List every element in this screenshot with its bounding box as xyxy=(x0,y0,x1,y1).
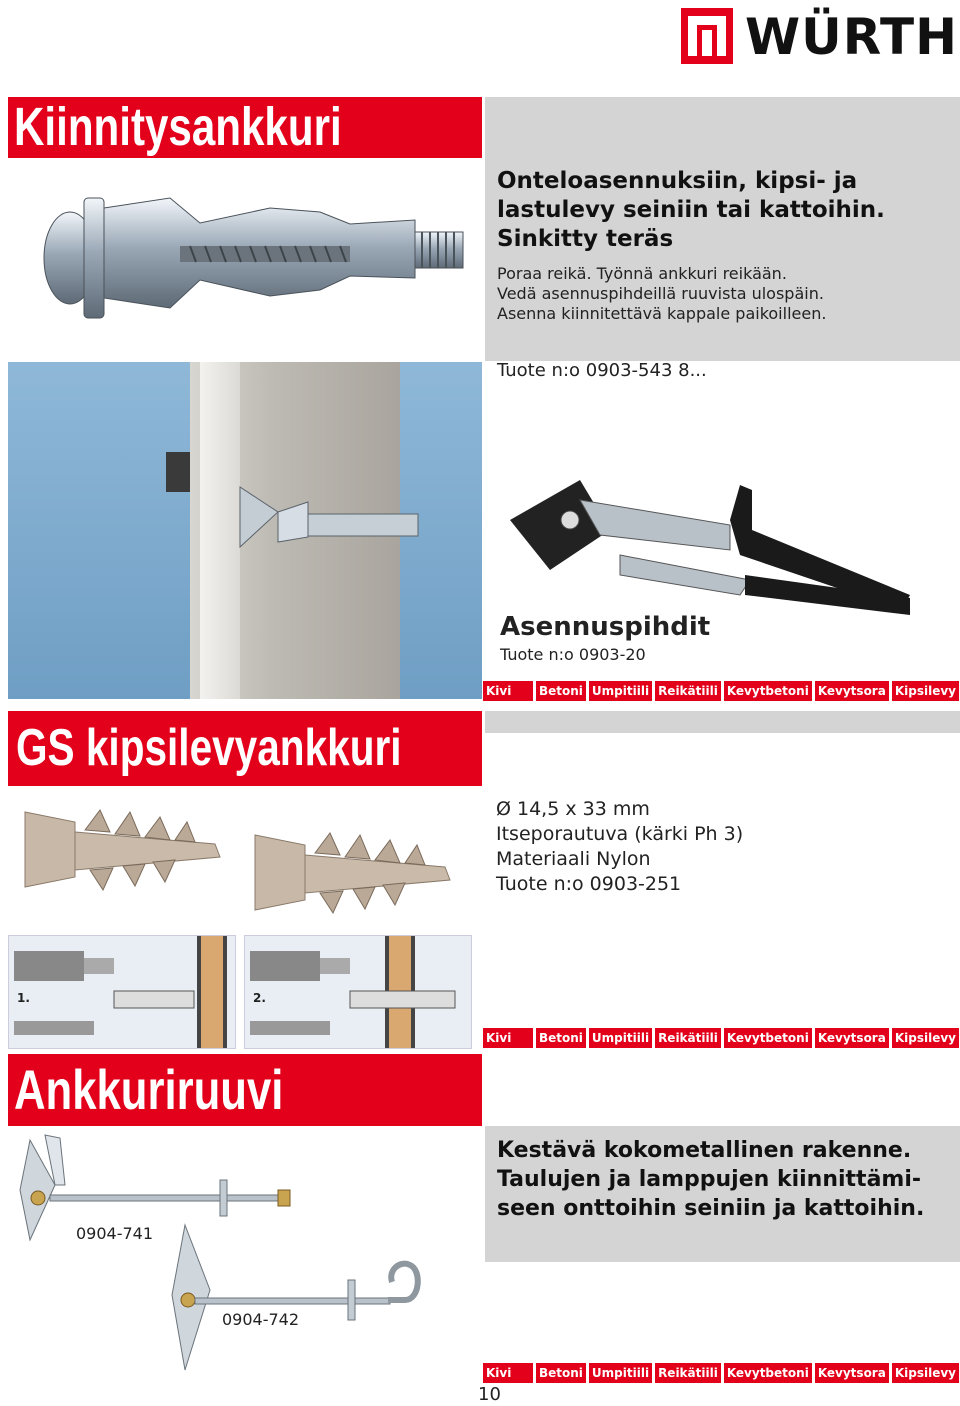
anchor-headline-line-3: Sinkitty teräs xyxy=(497,226,674,252)
material-strip-2 xyxy=(483,1028,959,1048)
material-reikatiili: Reikätiili xyxy=(655,1028,721,1048)
brand-name: WÜRTH xyxy=(745,8,958,66)
anchor-step-2: Vedä asennuspihdeillä ruuvista ulospäin. xyxy=(497,284,824,303)
gs-info-panel xyxy=(485,711,960,733)
toggle-headline-line-3: seen onttoihin seiniin ja kattoihin. xyxy=(497,1196,925,1221)
material-kevytsora: Kevytsora xyxy=(815,681,889,701)
material-umpitiili: Umpitiili xyxy=(589,681,652,701)
material-kivi: Kivi xyxy=(483,1363,533,1383)
gs-install-step-2 xyxy=(244,935,472,1049)
step-1-label: 1. xyxy=(17,991,30,1005)
gs-spec-product-number: Tuote n:o 0903-251 xyxy=(496,873,682,895)
anchor-headline xyxy=(497,167,885,254)
material-kevytbetoni: Kevytbetoni xyxy=(724,1028,812,1048)
anchor-step-1: Poraa reikä. Työnnä ankkuri reikään. xyxy=(497,264,787,283)
installation-pliers-photo xyxy=(490,470,920,620)
section-title-toggle: Ankkuriruuvi xyxy=(8,1054,482,1126)
material-kipsilevy: Kipsilevy xyxy=(892,1028,959,1048)
gs-specs xyxy=(496,797,743,897)
toggle-headline xyxy=(497,1136,924,1223)
material-umpitiili: Umpitiili xyxy=(589,1363,652,1383)
material-kipsilevy: Kipsilevy xyxy=(892,1363,959,1383)
material-kivi: Kivi xyxy=(483,681,533,701)
material-kipsilevy: Kipsilevy xyxy=(892,681,959,701)
section-title-gs: GS kipsilevyankkuri xyxy=(8,711,482,786)
pliers-product-number: Tuote n:o 0903-20 xyxy=(500,645,646,664)
material-kevytbetoni: Kevytbetoni xyxy=(724,1363,812,1383)
gs-anchor-photo-2 xyxy=(245,825,455,920)
gs-spec-material: Materiaali Nylon xyxy=(496,848,651,870)
material-betoni: Betoni xyxy=(536,681,586,701)
toggle-headline-line-1: Kestävä kokometallinen rakenne. xyxy=(497,1138,912,1163)
gs-install-step-1 xyxy=(8,935,236,1049)
metal-anchor-photo xyxy=(20,168,470,338)
anchor-steps xyxy=(497,264,826,324)
anchor-headline-line-1: Onteloasennuksiin, kipsi- ja xyxy=(497,168,858,194)
toggle-bolt-photo-2 xyxy=(160,1220,460,1380)
anchor-headline-line-2: lastulevy seiniin tai kattoihin. xyxy=(497,197,885,223)
toggle-item-2-number: 0904-742 xyxy=(222,1310,300,1329)
material-umpitiili: Umpitiili xyxy=(589,1028,652,1048)
material-kevytbetoni: Kevytbetoni xyxy=(724,681,812,701)
gs-spec-drilling: Itseporautuva (kärki Ph 3) xyxy=(496,823,744,845)
page-number: 10 xyxy=(478,1384,501,1405)
anchor-product-number: Tuote n:o 0903-543 8... xyxy=(497,360,707,381)
pliers-title: Asennuspihdit xyxy=(500,612,711,642)
anchor-step-3: Asenna kiinnitettävä kappale paikoilleen. xyxy=(497,304,827,323)
material-kevytsora: Kevytsora xyxy=(815,1028,889,1048)
material-kivi: Kivi xyxy=(483,1028,533,1048)
material-betoni: Betoni xyxy=(536,1028,586,1048)
gs-spec-dimensions: Ø 14,5 x 33 mm xyxy=(496,798,650,820)
gs-anchor-photo-1 xyxy=(15,802,225,897)
material-strip-1 xyxy=(483,681,959,701)
wurth-logo-icon xyxy=(681,8,733,64)
material-betoni: Betoni xyxy=(536,1363,586,1383)
section-title-anchor: Kiinnitysankkuri xyxy=(8,97,482,158)
material-strip-3 xyxy=(483,1363,959,1383)
material-kevytsora: Kevytsora xyxy=(815,1363,889,1383)
material-reikatiili: Reikätiili xyxy=(655,681,721,701)
step-2-label: 2. xyxy=(253,991,266,1005)
toggle-item-1-number: 0904-741 xyxy=(76,1224,154,1243)
installed-anchor-photo xyxy=(8,362,482,699)
material-reikatiili: Reikätiili xyxy=(655,1363,721,1383)
toggle-headline-line-2: Taulujen ja lamppujen kiinnittämi- xyxy=(497,1167,922,1192)
